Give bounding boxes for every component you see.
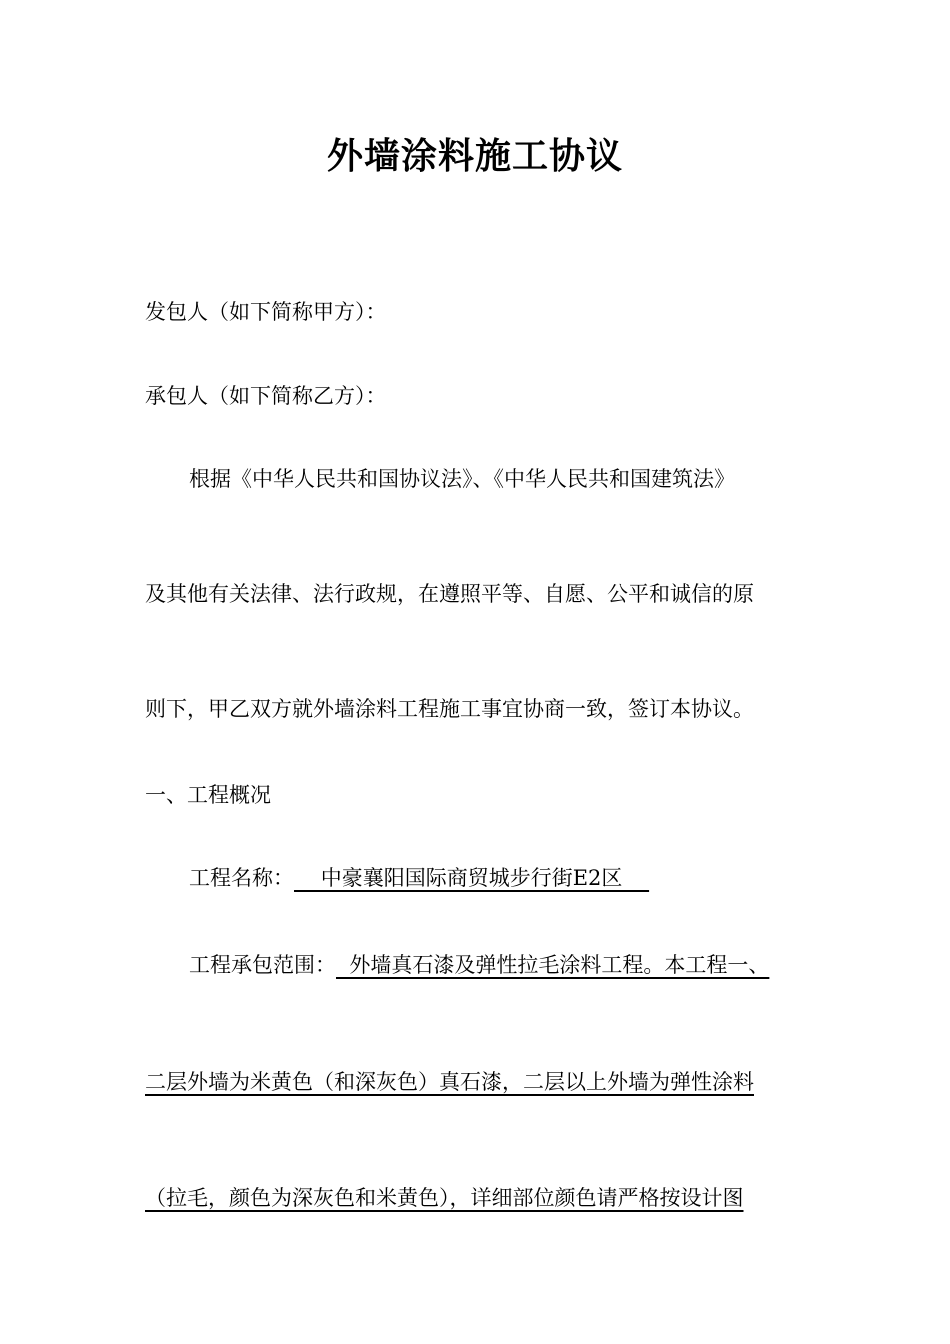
basis-line-1: 根据《中华人民共和国协议法》、《中华人民共和国建筑法》 [189,467,735,491]
page-title: 外墙涂料施工协议 [326,135,623,177]
party-a-line: 发包人（如下简称甲方）： [145,300,387,324]
basis-line-2: 及其他有关法律、法行政规，在遵照平等、自愿、公平和诚信的原 [145,582,754,606]
scope-line-2: 二层外墙为米黄色（和深灰色）真石漆，二层以上外墙为弹性涂料 [145,1070,754,1094]
project-name-value: 中豪襄阳国际商贸城步行街E2区 [294,866,650,890]
scope-line-3: （拉毛，颜色为深灰色和米黄色），详细部位颜色请严格按设计图 [145,1186,744,1210]
scope-row [189,949,769,979]
basis-line-3: 则下，甲乙双方就外墙涂料工程施工事宜协商一致，签订本协议。 [145,697,754,721]
project-name-label: 工程名称： [189,866,294,890]
project-name-row [189,862,649,892]
section-heading: 一、工程概况 [145,783,271,807]
scope-label: 工程承包范围： [189,953,336,977]
scope-value: 外墙真石漆及弹性拉毛涂料工程。本工程一、 [336,953,770,977]
party-b-line: 承包人（如下简称乙方）： [145,384,387,408]
